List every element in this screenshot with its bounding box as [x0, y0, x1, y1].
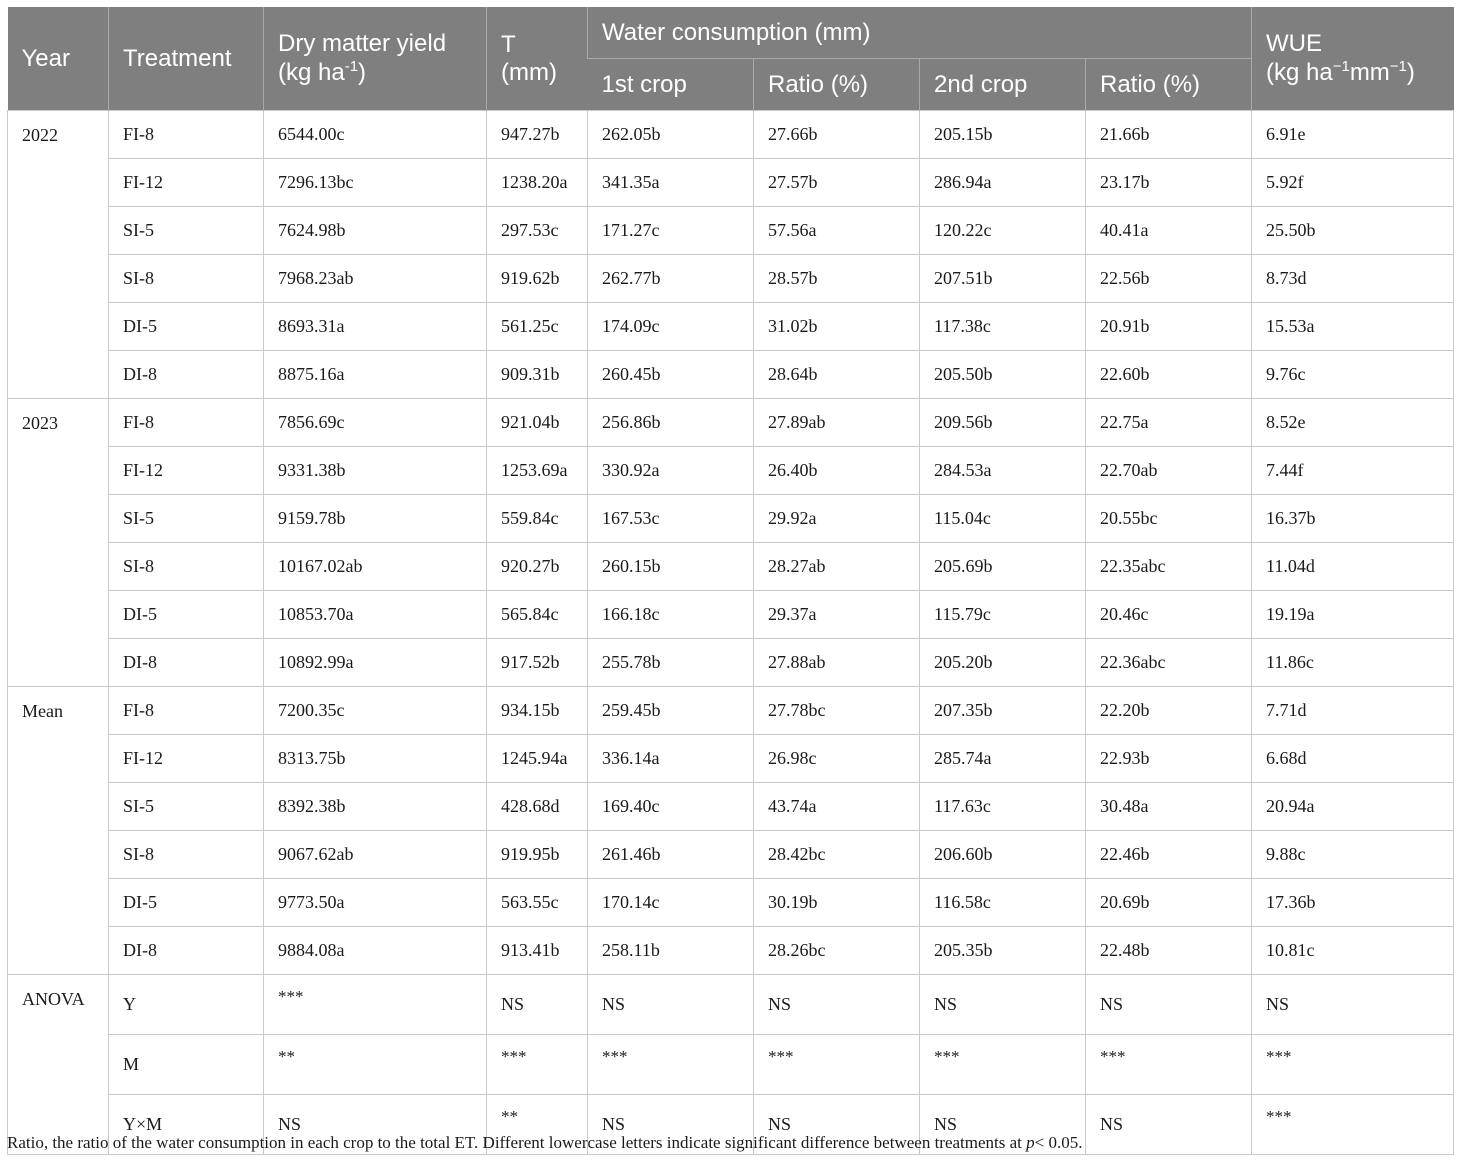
table-row: [8, 399, 1454, 447]
cell-ratio-second: 22.46b: [1086, 831, 1252, 879]
cell-ratio-first: 28.26bc: [754, 927, 920, 975]
table-header: [8, 7, 1454, 111]
cell-wue: ***: [1252, 1035, 1454, 1095]
cell-wue: 9.76c: [1252, 351, 1454, 399]
cell-treatment: FI-8: [109, 687, 264, 735]
cell-wue: 7.44f: [1252, 447, 1454, 495]
cell-second-crop: 205.20b: [920, 639, 1086, 687]
cell-dry-matter-yield: ***: [264, 975, 487, 1035]
cell-t: 913.41b: [487, 927, 588, 975]
cell-dry-matter-yield: 8313.75b: [264, 735, 487, 783]
table-row: [8, 255, 1454, 303]
results-table: [7, 7, 1454, 1155]
cell-first-crop: 260.45b: [588, 351, 754, 399]
header-ratio-second: Ratio (%): [1086, 59, 1252, 111]
cell-ratio-first: 27.57b: [754, 159, 920, 207]
cell-wue: 6.68d: [1252, 735, 1454, 783]
table-row: [8, 639, 1454, 687]
cell-treatment: FI-12: [109, 447, 264, 495]
cell-wue: 20.94a: [1252, 783, 1454, 831]
table-row: [8, 1035, 1454, 1095]
cell-dry-matter-yield: 8392.38b: [264, 783, 487, 831]
cell-first-crop: 169.40c: [588, 783, 754, 831]
cell-ratio-first: ***: [754, 1035, 920, 1095]
cell-wue: 8.73d: [1252, 255, 1454, 303]
cell-t: ***: [487, 1035, 588, 1095]
cell-treatment: DI-8: [109, 927, 264, 975]
cell-ratio-first: NS: [754, 1095, 920, 1155]
cell-dry-matter-yield: **: [264, 1035, 487, 1095]
cell-ratio-first: 27.88ab: [754, 639, 920, 687]
cell-treatment: DI-8: [109, 639, 264, 687]
cell-second-crop: NS: [920, 975, 1086, 1035]
cell-dry-matter-yield: 7296.13bc: [264, 159, 487, 207]
cell-second-crop: 209.56b: [920, 399, 1086, 447]
header-wue-unit-a: (kg ha: [1266, 59, 1333, 86]
cell-t: 919.95b: [487, 831, 588, 879]
header-t-label: T: [501, 30, 516, 58]
cell-first-crop: 259.45b: [588, 687, 754, 735]
cell-first-crop: 261.46b: [588, 831, 754, 879]
cell-dry-matter-yield: NS: [264, 1095, 487, 1155]
group-label: 2022: [8, 111, 109, 399]
cell-second-crop: 117.63c: [920, 783, 1086, 831]
cell-ratio-second: 20.55bc: [1086, 495, 1252, 543]
cell-dry-matter-yield: 6544.00c: [264, 111, 487, 159]
cell-t: 1253.69a: [487, 447, 588, 495]
cell-second-crop: 115.04c: [920, 495, 1086, 543]
cell-t: 559.84c: [487, 495, 588, 543]
header-t: [487, 7, 588, 111]
cell-first-crop: 258.11b: [588, 927, 754, 975]
cell-dry-matter-yield: 7968.23ab: [264, 255, 487, 303]
cell-second-crop: 284.53a: [920, 447, 1086, 495]
cell-ratio-second: 22.75a: [1086, 399, 1252, 447]
cell-treatment: Y×M: [109, 1095, 264, 1155]
cell-ratio-second: 40.41a: [1086, 207, 1252, 255]
header-dry-matter-label: Dry matter yield: [278, 30, 447, 58]
header-first-crop: 1st crop: [588, 59, 754, 111]
cell-ratio-first: 30.19b: [754, 879, 920, 927]
table-row: [8, 591, 1454, 639]
cell-treatment: SI-8: [109, 831, 264, 879]
cell-first-crop: NS: [588, 1095, 754, 1155]
header-dry-matter-unit-a: (kg ha: [278, 59, 345, 86]
table-row: [8, 303, 1454, 351]
cell-ratio-second: 22.48b: [1086, 927, 1252, 975]
cell-first-crop: 174.09c: [588, 303, 754, 351]
table-row: [8, 111, 1454, 159]
cell-wue: ***: [1252, 1095, 1454, 1155]
cell-first-crop: 255.78b: [588, 639, 754, 687]
cell-ratio-second: 20.91b: [1086, 303, 1252, 351]
cell-wue: 7.71d: [1252, 687, 1454, 735]
table-row: [8, 351, 1454, 399]
cell-treatment: Y: [109, 975, 264, 1035]
cell-ratio-first: 28.57b: [754, 255, 920, 303]
header-wue-label: WUE: [1266, 30, 1322, 58]
cell-second-crop: 205.15b: [920, 111, 1086, 159]
cell-t: **: [487, 1095, 588, 1155]
cell-wue: 9.88c: [1252, 831, 1454, 879]
table-row: [8, 975, 1454, 1035]
cell-dry-matter-yield: 8875.16a: [264, 351, 487, 399]
cell-wue: 15.53a: [1252, 303, 1454, 351]
cell-t: 1245.94a: [487, 735, 588, 783]
header-dry-matter-unit-b: ): [358, 59, 367, 86]
cell-second-crop: 286.94a: [920, 159, 1086, 207]
header-dry-matter-unit-sup: -1: [344, 58, 359, 75]
cell-dry-matter-yield: 9331.38b: [264, 447, 487, 495]
cell-t: 1238.20a: [487, 159, 588, 207]
cell-first-crop: 167.53c: [588, 495, 754, 543]
cell-ratio-first: NS: [754, 975, 920, 1035]
header-treatment: Treatment: [109, 7, 264, 111]
group-label: Mean: [8, 687, 109, 975]
cell-treatment: SI-5: [109, 207, 264, 255]
cell-first-crop: 166.18c: [588, 591, 754, 639]
cell-second-crop: 115.79c: [920, 591, 1086, 639]
cell-wue: 25.50b: [1252, 207, 1454, 255]
cell-t: 920.27b: [487, 543, 588, 591]
cell-first-crop: 260.15b: [588, 543, 754, 591]
header-wue: [1252, 7, 1454, 111]
table-row: [8, 543, 1454, 591]
cell-ratio-first: 29.92a: [754, 495, 920, 543]
header-water-consumption: Water consumption (mm): [588, 7, 1252, 59]
cell-t: 563.55c: [487, 879, 588, 927]
table-row: [8, 687, 1454, 735]
cell-dry-matter-yield: 9884.08a: [264, 927, 487, 975]
cell-treatment: DI-8: [109, 351, 264, 399]
cell-dry-matter-yield: 9773.50a: [264, 879, 487, 927]
cell-ratio-second: 22.93b: [1086, 735, 1252, 783]
cell-dry-matter-yield: 7200.35c: [264, 687, 487, 735]
cell-second-crop: 205.50b: [920, 351, 1086, 399]
cell-treatment: SI-8: [109, 543, 264, 591]
cell-first-crop: 170.14c: [588, 879, 754, 927]
cell-dry-matter-yield: 9159.78b: [264, 495, 487, 543]
cell-second-crop: 205.69b: [920, 543, 1086, 591]
cell-ratio-first: 28.42bc: [754, 831, 920, 879]
cell-wue: 17.36b: [1252, 879, 1454, 927]
header-wue-unit-c: ): [1406, 59, 1415, 86]
cell-first-crop: NS: [588, 975, 754, 1035]
cell-t: 561.25c: [487, 303, 588, 351]
cell-first-crop: ***: [588, 1035, 754, 1095]
table-row: [8, 159, 1454, 207]
cell-wue: 19.19a: [1252, 591, 1454, 639]
cell-dry-matter-yield: 10853.70a: [264, 591, 487, 639]
cell-ratio-first: 57.56a: [754, 207, 920, 255]
cell-ratio-second: 30.48a: [1086, 783, 1252, 831]
table-body: [8, 111, 1454, 1155]
cell-treatment: FI-8: [109, 111, 264, 159]
header-wue-unit-sup2: −1: [1389, 58, 1407, 75]
cell-ratio-second: ***: [1086, 1035, 1252, 1095]
cell-wue: 11.04d: [1252, 543, 1454, 591]
cell-ratio-first: 27.78bc: [754, 687, 920, 735]
cell-ratio-first: 27.66b: [754, 111, 920, 159]
cell-dry-matter-yield: 7624.98b: [264, 207, 487, 255]
footnote-threshold: < 0.05.: [1034, 1133, 1083, 1152]
cell-second-crop: 117.38c: [920, 303, 1086, 351]
cell-ratio-first: 28.64b: [754, 351, 920, 399]
cell-dry-matter-yield: 10892.99a: [264, 639, 487, 687]
header-wue-unit-b: mm: [1349, 59, 1390, 86]
cell-treatment: M: [109, 1035, 264, 1095]
cell-ratio-first: 28.27ab: [754, 543, 920, 591]
footnote-p-symbol: p: [1026, 1133, 1035, 1152]
cell-first-crop: 262.05b: [588, 111, 754, 159]
cell-ratio-second: 22.60b: [1086, 351, 1252, 399]
cell-ratio-first: 27.89ab: [754, 399, 920, 447]
header-dry-matter-yield: [264, 7, 487, 111]
cell-wue: 16.37b: [1252, 495, 1454, 543]
cell-treatment: FI-8: [109, 399, 264, 447]
cell-t: 947.27b: [487, 111, 588, 159]
header-wue-unit-sup1: −1: [1332, 58, 1350, 75]
cell-dry-matter-yield: 8693.31a: [264, 303, 487, 351]
cell-second-crop: ***: [920, 1035, 1086, 1095]
table-row: [8, 927, 1454, 975]
cell-second-crop: 207.35b: [920, 687, 1086, 735]
cell-first-crop: 262.77b: [588, 255, 754, 303]
cell-treatment: SI-5: [109, 783, 264, 831]
cell-treatment: DI-5: [109, 591, 264, 639]
cell-second-crop: 207.51b: [920, 255, 1086, 303]
cell-t: 919.62b: [487, 255, 588, 303]
cell-first-crop: 330.92a: [588, 447, 754, 495]
cell-t: 909.31b: [487, 351, 588, 399]
cell-treatment: FI-12: [109, 735, 264, 783]
cell-t: 565.84c: [487, 591, 588, 639]
cell-second-crop: 206.60b: [920, 831, 1086, 879]
cell-treatment: SI-5: [109, 495, 264, 543]
cell-ratio-second: 22.35abc: [1086, 543, 1252, 591]
table-row: [8, 495, 1454, 543]
cell-first-crop: 336.14a: [588, 735, 754, 783]
cell-second-crop: 285.74a: [920, 735, 1086, 783]
cell-dry-matter-yield: 10167.02ab: [264, 543, 487, 591]
cell-t: 917.52b: [487, 639, 588, 687]
cell-wue: 11.86c: [1252, 639, 1454, 687]
cell-ratio-second: 22.56b: [1086, 255, 1252, 303]
cell-dry-matter-yield: 9067.62ab: [264, 831, 487, 879]
cell-treatment: FI-12: [109, 159, 264, 207]
cell-second-crop: 116.58c: [920, 879, 1086, 927]
cell-ratio-second: 21.66b: [1086, 111, 1252, 159]
cell-ratio-second: NS: [1086, 1095, 1252, 1155]
cell-ratio-first: 43.74a: [754, 783, 920, 831]
cell-dry-matter-yield: 7856.69c: [264, 399, 487, 447]
header-year: Year: [8, 7, 109, 111]
cell-ratio-second: NS: [1086, 975, 1252, 1035]
cell-ratio-first: 26.98c: [754, 735, 920, 783]
cell-first-crop: 171.27c: [588, 207, 754, 255]
cell-second-crop: 120.22c: [920, 207, 1086, 255]
header-ratio-first: Ratio (%): [754, 59, 920, 111]
cell-t: 934.15b: [487, 687, 588, 735]
cell-t: NS: [487, 975, 588, 1035]
cell-second-crop: 205.35b: [920, 927, 1086, 975]
cell-treatment: DI-5: [109, 303, 264, 351]
group-label: 2023: [8, 399, 109, 687]
cell-wue: 10.81c: [1252, 927, 1454, 975]
header-second-crop: 2nd crop: [920, 59, 1086, 111]
cell-wue: NS: [1252, 975, 1454, 1035]
table-footnote: [7, 1133, 1082, 1153]
header-t-unit: (mm): [501, 58, 557, 86]
cell-first-crop: 341.35a: [588, 159, 754, 207]
table-row: [8, 207, 1454, 255]
cell-ratio-second: 22.36abc: [1086, 639, 1252, 687]
cell-second-crop: NS: [920, 1095, 1086, 1155]
cell-ratio-second: 22.20b: [1086, 687, 1252, 735]
cell-wue: 5.92f: [1252, 159, 1454, 207]
cell-t: 428.68d: [487, 783, 588, 831]
cell-ratio-first: 29.37a: [754, 591, 920, 639]
cell-wue: 8.52e: [1252, 399, 1454, 447]
table-row: [8, 447, 1454, 495]
cell-first-crop: 256.86b: [588, 399, 754, 447]
cell-ratio-first: 26.40b: [754, 447, 920, 495]
cell-t: 921.04b: [487, 399, 588, 447]
cell-t: 297.53c: [487, 207, 588, 255]
table-row: [8, 879, 1454, 927]
table-row: [8, 735, 1454, 783]
cell-ratio-second: 22.70ab: [1086, 447, 1252, 495]
footnote-text: Ratio, the ratio of the water consumption in each crop to the total ET. Different lowercase letters indicate significant difference between treatments at: [7, 1133, 1027, 1152]
cell-ratio-second: 23.17b: [1086, 159, 1252, 207]
cell-ratio-second: 20.46c: [1086, 591, 1252, 639]
table-row: [8, 783, 1454, 831]
cell-treatment: DI-5: [109, 879, 264, 927]
cell-treatment: SI-8: [109, 255, 264, 303]
cell-ratio-second: 20.69b: [1086, 879, 1252, 927]
cell-wue: 6.91e: [1252, 111, 1454, 159]
table-row: [8, 831, 1454, 879]
group-label: ANOVA: [8, 975, 109, 1155]
cell-ratio-first: 31.02b: [754, 303, 920, 351]
